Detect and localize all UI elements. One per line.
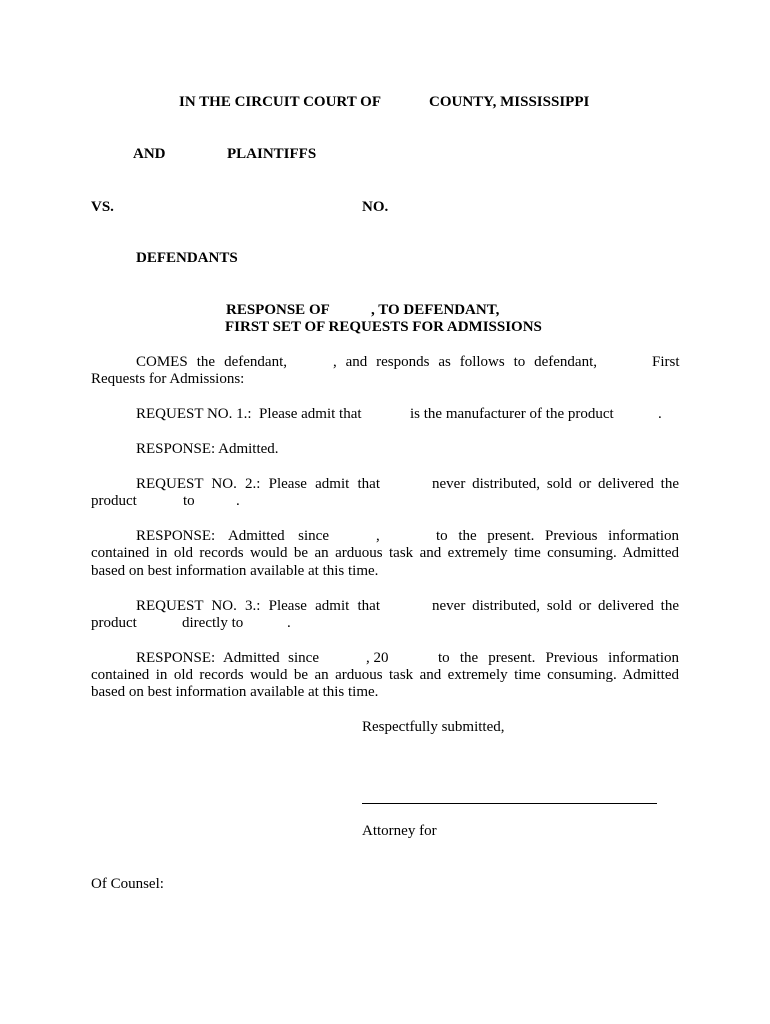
defendants-label: DEFENDANTS (136, 250, 238, 266)
plaintiff-and: AND (133, 146, 166, 162)
request-2-line1-segment2: never distributed, sold or delivered the (432, 476, 679, 492)
response-3-line2: contained in old records would be an arduous task and extremely time consuming. Admitted (91, 667, 679, 683)
response-3-line3: based on best information available at this time. (91, 684, 379, 700)
intro-line2: Requests for Admissions: (91, 371, 245, 387)
request-2-line1-segment1: REQUEST NO. 2.: Please admit that (136, 476, 380, 492)
request-1-segment2: is the manufacturer of the product (410, 406, 614, 422)
request-3-line2-segment1: product (91, 615, 137, 631)
title-line1-prefix: RESPONSE OF (226, 302, 330, 318)
request-3-line1-segment1: REQUEST NO. 3.: Please admit that (136, 598, 380, 614)
request-3-line2-segment3: . (287, 615, 291, 631)
of-counsel-label: Of Counsel: (91, 876, 164, 892)
response-3-line1-segment1: RESPONSE: Admitted since (136, 650, 319, 666)
response-2-line1-segment2: , (376, 528, 380, 544)
request-2-line2-segment3: . (236, 493, 240, 509)
request-3-line1-segment2: never distributed, sold or delivered the (432, 598, 679, 614)
request-2-line2-segment1: product (91, 493, 137, 509)
request-2-line2-segment2: to (183, 493, 195, 509)
response-2-line1-segment3: to the present. Previous information (436, 528, 679, 544)
response-2-line2: contained in old records would be an arduous task and extremely time consuming. Admitted (91, 545, 679, 561)
closing-text: Respectfully submitted, (362, 719, 505, 735)
versus-label: VS. (91, 199, 114, 215)
request-1-segment3: . (658, 406, 662, 422)
response-2-line1-segment1: RESPONSE: Admitted since (136, 528, 329, 544)
attorney-label: Attorney for (362, 823, 437, 839)
response-2-line3: based on best information available at this time. (91, 563, 379, 579)
intro-segment1: COMES the defendant, (136, 354, 287, 370)
intro-segment3: First (652, 354, 680, 370)
request-3-line2-segment2: directly to (182, 615, 244, 631)
response-3-line1-segment3: to the present. Previous information (438, 650, 679, 666)
signature-line (362, 803, 657, 804)
court-heading-prefix: IN THE CIRCUIT COURT OF (179, 94, 382, 110)
response-1-text: RESPONSE: Admitted. (136, 441, 279, 457)
plaintiffs-label: PLAINTIFFS (227, 146, 317, 162)
case-number-label: NO. (362, 199, 389, 215)
response-3-line1-segment2: , 20 (366, 650, 389, 666)
intro-segment2: , and responds as follows to defendant, (333, 354, 597, 370)
request-1-segment1: REQUEST NO. 1.: Please admit that (136, 406, 362, 422)
title-line1-suffix: , TO DEFENDANT, (371, 302, 500, 318)
title-line2: FIRST SET OF REQUESTS FOR ADMISSIONS (225, 319, 542, 335)
court-heading-county: COUNTY, MISSISSIPPI (429, 94, 590, 110)
